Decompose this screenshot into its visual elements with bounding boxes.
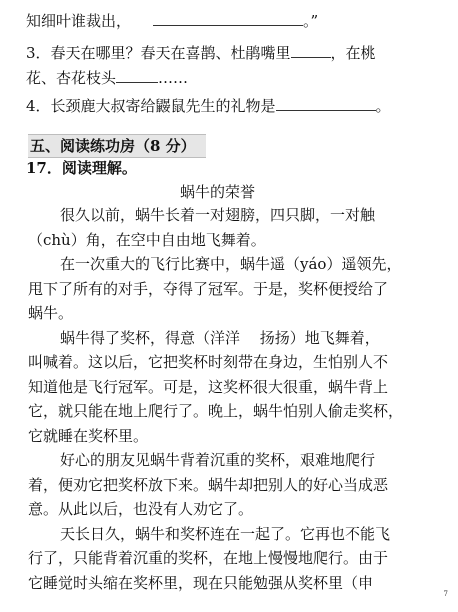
answer-blank-4[interactable] [276,95,376,111]
passage-line: 好心的朋友见蜗牛背着沉重的奖杯，艰难地爬行 [60,451,376,469]
line-3-start: 花、杏花枝头 [26,69,117,87]
passage-line: 叫喊着。这以后，它把奖杯时刻带在身边，生怕别人不 [28,353,389,371]
answer-blank-3[interactable] [116,67,158,83]
fill-in-line-1 [26,10,318,31]
passage-line: 天长日久，蜗牛和奖杯连在一起了。它再也不能飞 [60,525,391,543]
passage-line: 蜗牛。 [28,304,74,322]
passage-line: 它睡觉时头缩在奖杯里，现在只能勉强从奖杯里（申 [28,574,374,592]
passage-line: 着，便劝它把奖杯放下来。蜗牛却把别人的好心当成恶 [28,476,389,494]
passage-line: 它，就只能在地上爬行了。晚上，蜗牛怕别人偷走奖杯， [28,402,404,420]
line-4-end: 。 [375,97,391,115]
passage-line: 很久以前，蜗牛长着一对翅膀，四只脚，一对触 [60,206,376,224]
line-4-text: 4．长颈鹿大叔寄给鼹鼠先生的礼物是 [26,97,276,115]
passage-line: 意。从此以后，也没有人劝它了。 [28,500,254,518]
fill-in-line-4 [26,95,391,116]
passage-line: （chù）角，在空中自由地飞舞着。 [28,231,266,249]
passage-line: 它就睡在奖杯里。 [28,427,149,445]
fill-in-line-3 [26,67,188,88]
fill-in-line-2 [26,42,376,63]
answer-blank-1[interactable] [153,10,303,26]
question-title: 17．阅读理解。 [26,159,137,177]
page-number: 7 [443,590,448,598]
passage-title: 蜗牛的荣誉 [180,183,256,201]
passage-line: 在一次重大的飞行比赛中，蜗牛遥（yáo）遥领先， [60,255,402,273]
section-heading: 五、阅读练功房（8 分） [30,137,196,155]
line-2-mid: ，在桃 [330,44,376,62]
passage-line: 甩下了所有的对手，夺得了冠军。于是，奖杯便授给了 [28,280,389,298]
passage-line: 蜗牛得了奖杯，得意（洋洋 扬扬）地飞舞着， [60,329,380,347]
line-3-end: …… [158,69,189,87]
line-2-text: 3．春天在哪里？春天在喜鹊、杜鹃嘴里 [26,44,291,62]
line-1-end: 。” [303,12,319,30]
passage-line: 行了，只能背着沉重的奖杯，在地上慢慢地爬行。由于 [28,549,389,567]
answer-blank-2[interactable] [291,42,331,58]
passage-line: 知道他是飞行冠军。可是，这奖杯很大很重，蜗牛背上 [28,378,389,396]
line-1-text: 知细叶谁裁出， [26,12,132,30]
